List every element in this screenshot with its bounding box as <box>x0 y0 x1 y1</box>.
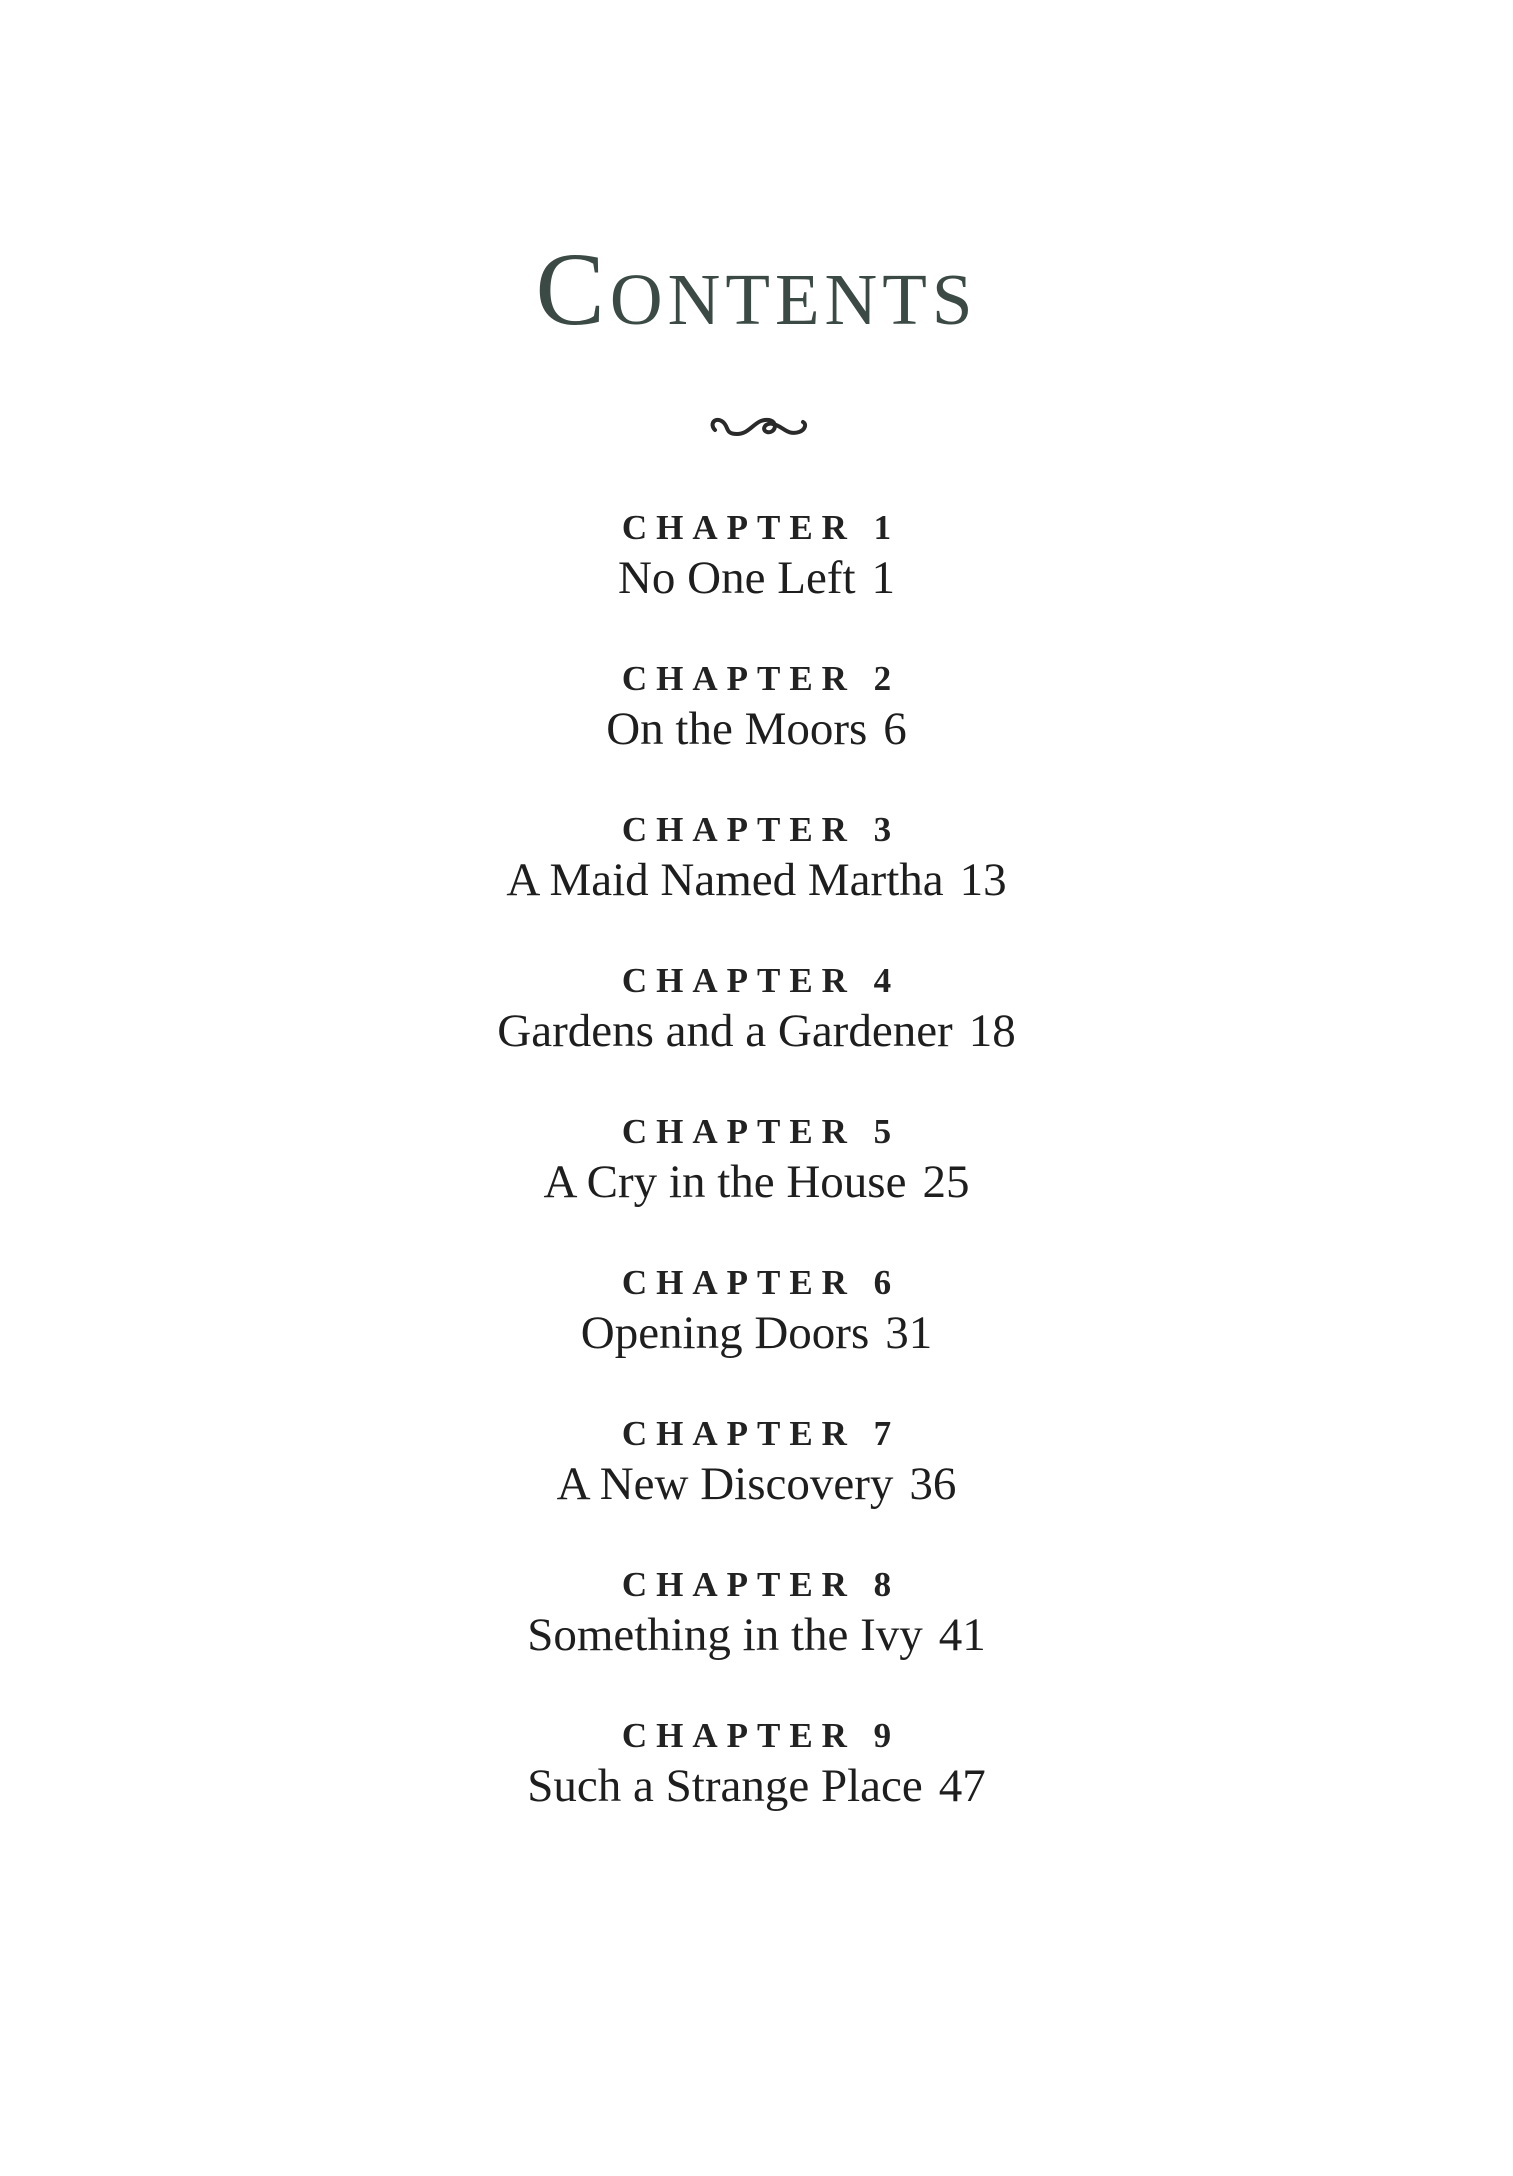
chapter-page-number: 41 <box>938 1609 986 1661</box>
chapter-title: No One Left <box>617 552 856 604</box>
chapter-title: A New Discovery <box>556 1458 894 1510</box>
table-of-contents <box>0 506 1513 1865</box>
chapter-page-number: 18 <box>968 1005 1016 1057</box>
chapter-page-number: 6 <box>883 703 907 755</box>
toc-entry[interactable] <box>0 1714 1513 1865</box>
toc-entry[interactable] <box>0 506 1513 657</box>
toc-entry[interactable] <box>0 808 1513 959</box>
chapter-label: CHAPTER 3 <box>621 810 901 849</box>
chapter-title-line <box>0 550 1513 606</box>
chapter-title: A Cry in the House <box>543 1156 907 1208</box>
chapter-page-number: 25 <box>922 1156 970 1208</box>
chapter-title: On the Moors <box>606 703 868 755</box>
chapter-label: CHAPTER 2 <box>621 659 901 698</box>
chapter-title-line <box>0 1003 1513 1059</box>
chapter-page-number: 36 <box>909 1458 957 1510</box>
page-title: Contents <box>535 232 978 347</box>
chapter-title: Such a Strange Place <box>527 1760 923 1812</box>
chapter-title-line <box>0 1758 1513 1814</box>
flourish-ornament-icon <box>707 410 811 442</box>
toc-entry[interactable] <box>0 1412 1513 1563</box>
chapter-label: CHAPTER 6 <box>621 1263 901 1302</box>
chapter-label: CHAPTER 9 <box>621 1716 901 1755</box>
toc-entry[interactable] <box>0 959 1513 1110</box>
toc-entry[interactable] <box>0 1110 1513 1261</box>
chapter-label: CHAPTER 5 <box>621 1112 901 1151</box>
chapter-title-line <box>0 701 1513 757</box>
toc-entry[interactable] <box>0 657 1513 808</box>
chapter-title: A Maid Named Martha <box>506 854 944 906</box>
chapter-label: CHAPTER 7 <box>621 1414 901 1453</box>
chapter-label: CHAPTER 1 <box>621 508 901 547</box>
chapter-title-line <box>0 1305 1513 1361</box>
chapter-title-line <box>0 1456 1513 1512</box>
chapter-label: CHAPTER 4 <box>621 961 901 1000</box>
chapter-page-number: 1 <box>871 552 896 604</box>
chapter-label: CHAPTER 8 <box>621 1565 901 1604</box>
chapter-title: Gardens and a Gardener <box>497 1005 953 1057</box>
chapter-page-number: 13 <box>959 854 1007 906</box>
chapter-title: Something in the Ivy <box>527 1609 923 1661</box>
toc-entry[interactable] <box>0 1261 1513 1412</box>
chapter-page-number: 31 <box>885 1307 933 1359</box>
chapter-title: Opening Doors <box>580 1307 870 1359</box>
chapter-title-line <box>0 1607 1513 1663</box>
chapter-title-line <box>0 1154 1513 1210</box>
toc-entry[interactable] <box>0 1563 1513 1714</box>
chapter-page-number: 47 <box>938 1760 986 1812</box>
chapter-title-line <box>0 852 1513 908</box>
